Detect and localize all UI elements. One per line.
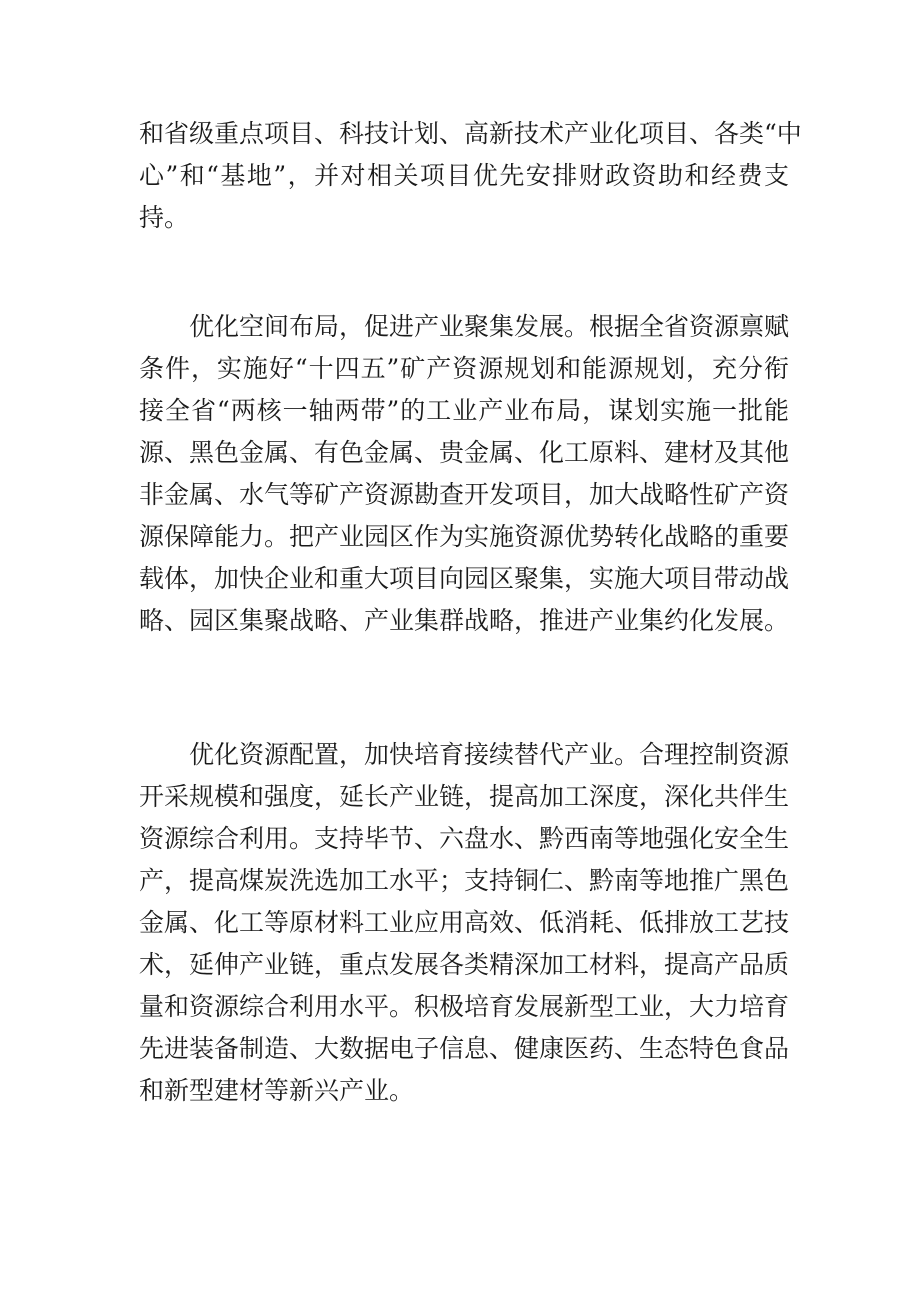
paragraph-1 (139, 113, 802, 239)
text-line: 开采规模和强度，延长产业链，提高加工深度，深化共伴生 (139, 782, 790, 811)
text-line: 资源综合利用。支持毕节、六盘水、黔西南等地强化安全生 (139, 824, 790, 853)
text-line: 优化空间布局，促进产业聚集发展。根据全省资源禀赋 (139, 312, 790, 341)
paragraph-3 (139, 734, 789, 1112)
text-line: 源、黑色金属、有色金属、贵金属、化工原料、建材及其他 (139, 438, 790, 467)
text-line: 条件，实施好“十四五”矿产资源规划和能源规划，充分衔 (139, 354, 789, 383)
paragraph-2 (139, 306, 789, 642)
text-line: 心”和“基地”，并对相关项目优先安排财政资助和经费支 (139, 161, 789, 190)
text-line: 源保障能力。把产业园区作为实施资源优势转化战略的重要 (139, 522, 790, 551)
text-line: 接全省“两核一轴两带”的工业产业布局，谋划实施一批能 (139, 396, 789, 425)
text-line: 先进装备制造、大数据电子信息、健康医药、生态特色食品 (139, 1034, 790, 1063)
text-line: 优化资源配置，加快培育接续替代产业。合理控制资源 (139, 740, 790, 769)
text-line: 持。 (139, 203, 190, 232)
text-line: 非金属、水气等矿产资源勘查开发项目，加大战略性矿产资 (139, 480, 790, 509)
text-line: 量和资源综合利用水平。积极培育发展新型工业，大力培育 (139, 992, 790, 1021)
text-line: 术，延伸产业链，重点发展各类精深加工材料，提高产品质 (139, 950, 790, 979)
text-line: 和省级重点项目、科技计划、高新技术产业化项目、各类“中 (139, 119, 802, 148)
text-line: 载体，加快企业和重大项目向园区聚集，实施大项目带动战 (139, 564, 790, 593)
text-line: 和新型建材等新兴产业。 (139, 1076, 415, 1105)
text-line: 产，提高煤炭洗选加工水平；支持铜仁、黔南等地推广黑色 (139, 866, 790, 895)
text-line: 略、园区集聚战略、产业集群战略，推进产业集约化发展。 (139, 606, 790, 635)
text-line: 金属、化工等原材料工业应用高效、低消耗、低排放工艺技 (139, 908, 790, 937)
